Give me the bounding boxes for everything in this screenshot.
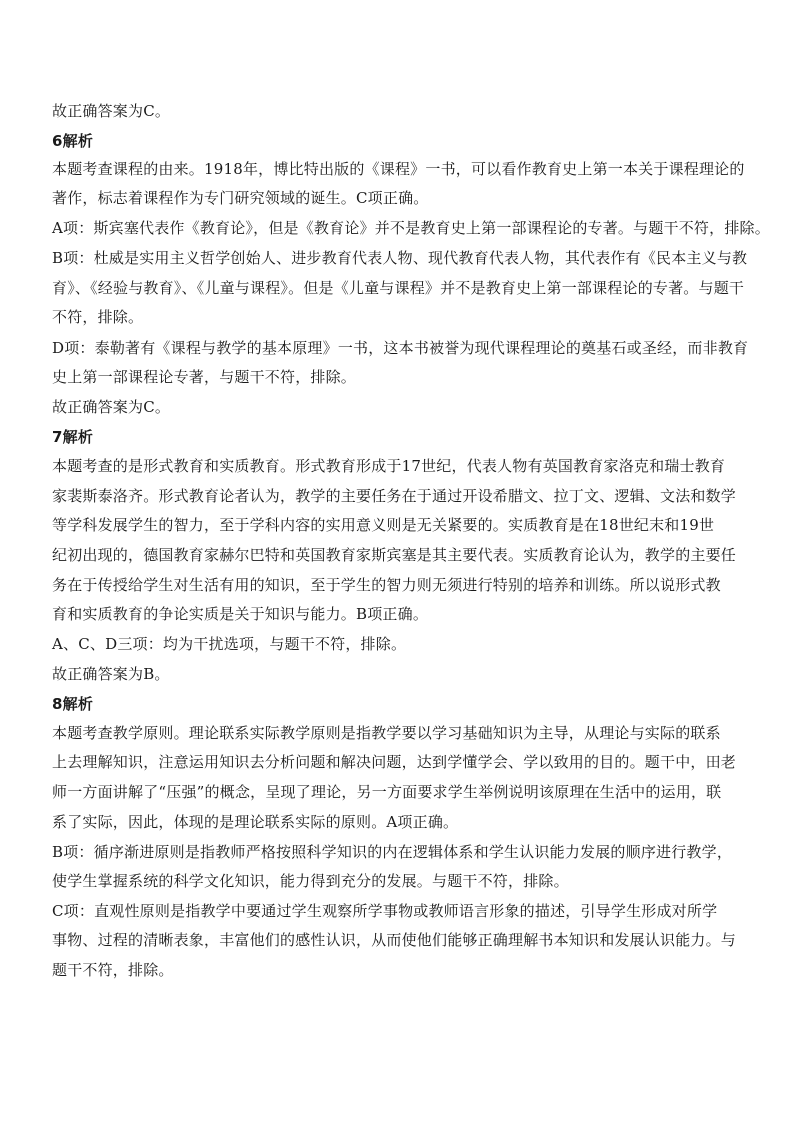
paragraph-line: A项：斯宾塞代表作《教育论》，但是《教育论》并不是教育史上第一部课程论的专著。与题干不符，排除。 [52, 219, 770, 237]
paragraph-line: 育》、《经验与教育》、《儿童与课程》。但是《儿童与课程》并不是教育史上第一部课程论的专著。与题干 [52, 279, 745, 297]
paragraph-line: D项：泰勒著有《课程与教学的基本原理》一书，这本书被誉为现代课程理论的奠基石或圣经，而非教育 [52, 339, 749, 357]
paragraph-line: 使学生掌握系统的科学文化知识，能力得到充分的发展。与题干不符，排除。 [52, 872, 569, 890]
paragraph-line: 务在于传授给学生对生活有用的知识，至于学生的智力则无须进行特别的培养和训练。所以说形式教 [52, 576, 721, 594]
paragraph-line: 家裴斯泰洛齐。形式教育论者认为，教学的主要任务在于通过开设希腊文、拉丁文、逻辑、文法和数学 [52, 487, 737, 505]
section-heading-7: 7解析 [52, 428, 94, 446]
paragraph-line: 史上第一部课程论专著，与题干不符，排除。 [52, 368, 357, 386]
paragraph-line: 师一方面讲解了“压强”的概念，呈现了理论，另一方面要求学生举例说明该原理在生活中的运用，联 [52, 783, 722, 801]
paragraph-line: 系了实际，因此，体现的是理论联系实际的原则。A项正确。 [52, 813, 459, 831]
paragraph-line: 本题考查的是形式教育和实质教育。形式教育形成于17世纪，代表人物有英国教育家洛克和瑞士教育 [52, 457, 726, 475]
paragraph-line: 题干不符，排除。 [52, 961, 174, 979]
paragraph-line: 上去理解知识，注意运用知识去分析问题和解决问题，达到学懂学会、学以致用的目的。题干中，田老 [52, 753, 737, 771]
paragraph-line: 本题考查课程的由来。1918年，博比特出版的《课程》一书，可以看作教育史上第一本关于课程理论的 [52, 160, 745, 178]
answer-line: 故正确答案为C。 [52, 102, 171, 120]
answer-line: 故正确答案为B。 [52, 665, 170, 683]
paragraph-line: B项：循序渐进原则是指教师严格按照科学知识的内在逻辑体系和学生认识能力发展的顺序进行教学， [52, 843, 733, 861]
paragraph-line: 纪初出现的，德国教育家赫尔巴特和英国教育家斯宾塞是其主要代表。实质教育论认为，教学的主要任 [52, 546, 737, 564]
paragraph-line: 本题考查教学原则。理论联系实际教学原则是指教学要以学习基础知识为主导，从理论与实际的联系 [52, 724, 721, 742]
answer-line: 故正确答案为C。 [52, 398, 171, 416]
paragraph-line: A、C、D三项：均为干扰选项，与题干不符，排除。 [52, 635, 407, 653]
paragraph-line: 著作，标志着课程作为专门研究领域的诞生。C项正确。 [52, 189, 429, 207]
paragraph-line: C项：直观性原则是指教学中要通过学生观察所学事物或教师语言形象的描述，引导学生形成对所学 [52, 902, 718, 920]
paragraph-line: 育和实质教育的争论实质是关于知识与能力。B项正确。 [52, 605, 429, 623]
paragraph-line: 不符，排除。 [52, 308, 144, 326]
section-heading-6: 6解析 [52, 132, 94, 150]
paragraph-line: 等学科发展学生的智力，至于学科内容的实用意义则是无关紧要的。实质教育是在18世纪末和19世 [52, 516, 715, 534]
section-heading-8: 8解析 [52, 695, 94, 713]
paragraph-line: B项：杜威是实用主义哲学创始人、进步教育代表人物、现代教育代表人物，其代表作有《民本主义与教 [52, 249, 748, 267]
paragraph-line: 事物、过程的清晰表象，丰富他们的感性认识，从而使他们能够正确理解书本知识和发展认识能力。与 [52, 931, 737, 949]
